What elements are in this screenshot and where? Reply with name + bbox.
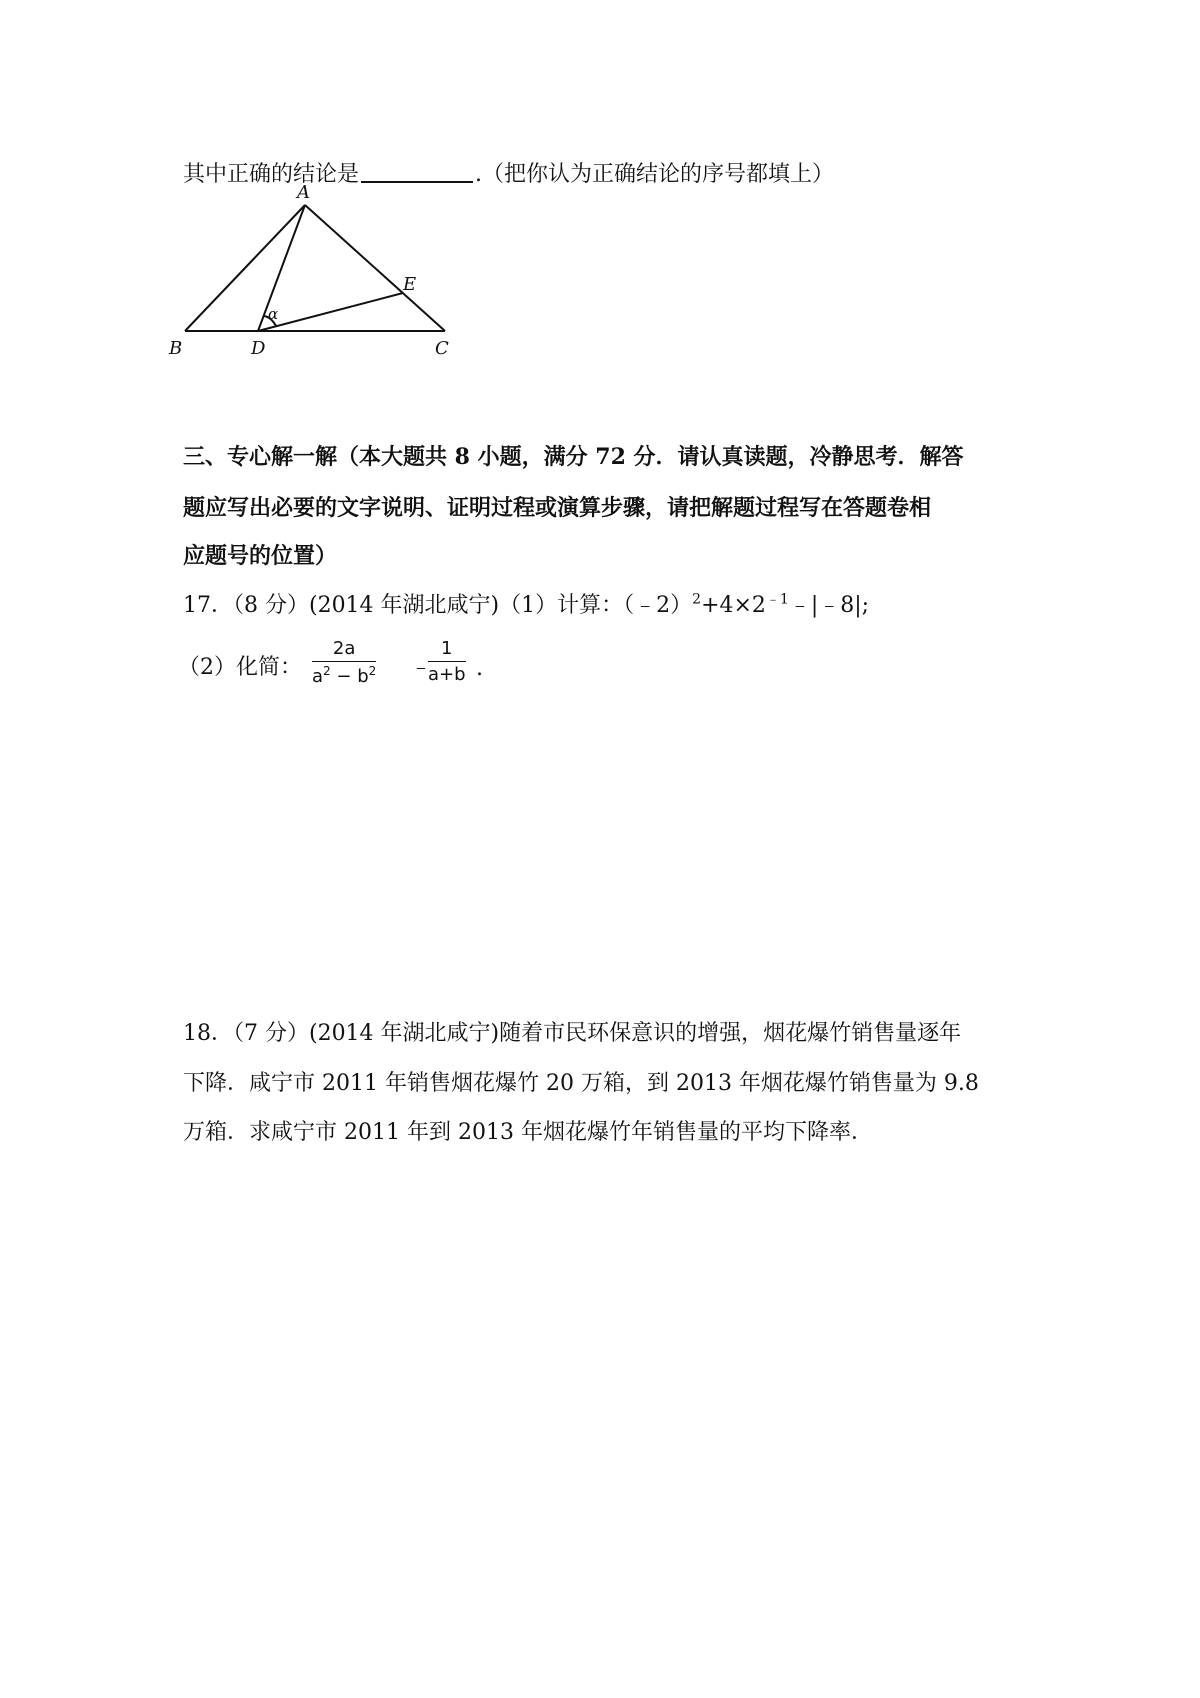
section3-heading-line1: 三、专心解一解（本大题共 8 小题，满分 72 分．请认真读题，冷静思考．解答 <box>183 444 964 470</box>
q17-exponent-neg1: ﹣1 <box>765 591 789 608</box>
answer-blank[interactable] <box>361 161 473 183</box>
segment-ad <box>258 205 305 331</box>
segment-de <box>258 293 403 331</box>
frac1-den-mid: − b <box>330 666 369 687</box>
q18-line3: 万箱．求咸宁市 2011 年到 2013 年烟花爆竹年销售量的平均下降率． <box>183 1120 873 1145</box>
label-b: B <box>169 338 183 359</box>
label-a: A <box>297 182 310 203</box>
triangle-figure <box>169 182 495 385</box>
frac1-den-exp2: 2 <box>368 664 377 678</box>
fraction-1-over-a-plus-b <box>428 638 466 685</box>
frac1-den-a: a <box>312 666 324 687</box>
frac2-numerator: 1 <box>441 638 453 659</box>
label-alpha: α <box>268 305 279 323</box>
frac1-den-exp1: 2 <box>323 664 331 678</box>
conclusion-suffix: .（把你认为正确结论的序号都填上） <box>475 162 835 187</box>
label-c: C <box>435 338 449 359</box>
edge-ab <box>185 205 305 331</box>
q17-suffix: ﹣|﹣8|; <box>788 593 870 618</box>
q17-mid: +4×2 <box>701 593 766 618</box>
q17-part2-prefix: （2）化简： <box>178 655 302 680</box>
edge-ac <box>305 205 445 331</box>
frac1-denominator <box>312 662 376 687</box>
q17-exponent-2: 2 <box>692 591 702 608</box>
frac1-numerator: 2a <box>332 638 356 659</box>
q17-prefix: 17．（8 分）(2014 年湖北咸宁)（1）计算：（﹣2） <box>183 593 693 618</box>
conclusion-line <box>183 157 834 188</box>
frac2-denominator: a+b <box>428 664 466 685</box>
q17-end-period: . <box>476 656 483 681</box>
q18-line1: 18．（7 分）(2014 年湖北咸宁)随着市民环保意识的增强，烟花爆竹销售量逐年 <box>183 1021 962 1046</box>
minus-sign: ﹣ <box>410 655 433 680</box>
conclusion-prefix: 其中正确的结论是 <box>183 162 360 187</box>
label-d: D <box>251 338 266 359</box>
section3-heading-line3: 应题号的位置） <box>183 543 338 569</box>
q17-part1 <box>183 588 869 619</box>
label-e: E <box>403 274 417 295</box>
section3-heading-line2: 题应写出必要的文字说明、证明过程或演算步骤，请把解题过程写在答题卷相 <box>183 495 932 521</box>
q18-line2: 下降．咸宁市 2011 年销售烟花爆竹 20 万箱，到 2013 年烟花爆竹销售量为 9.8 <box>183 1071 979 1096</box>
fraction-2a-over-a2-minus-b2 <box>312 638 376 687</box>
